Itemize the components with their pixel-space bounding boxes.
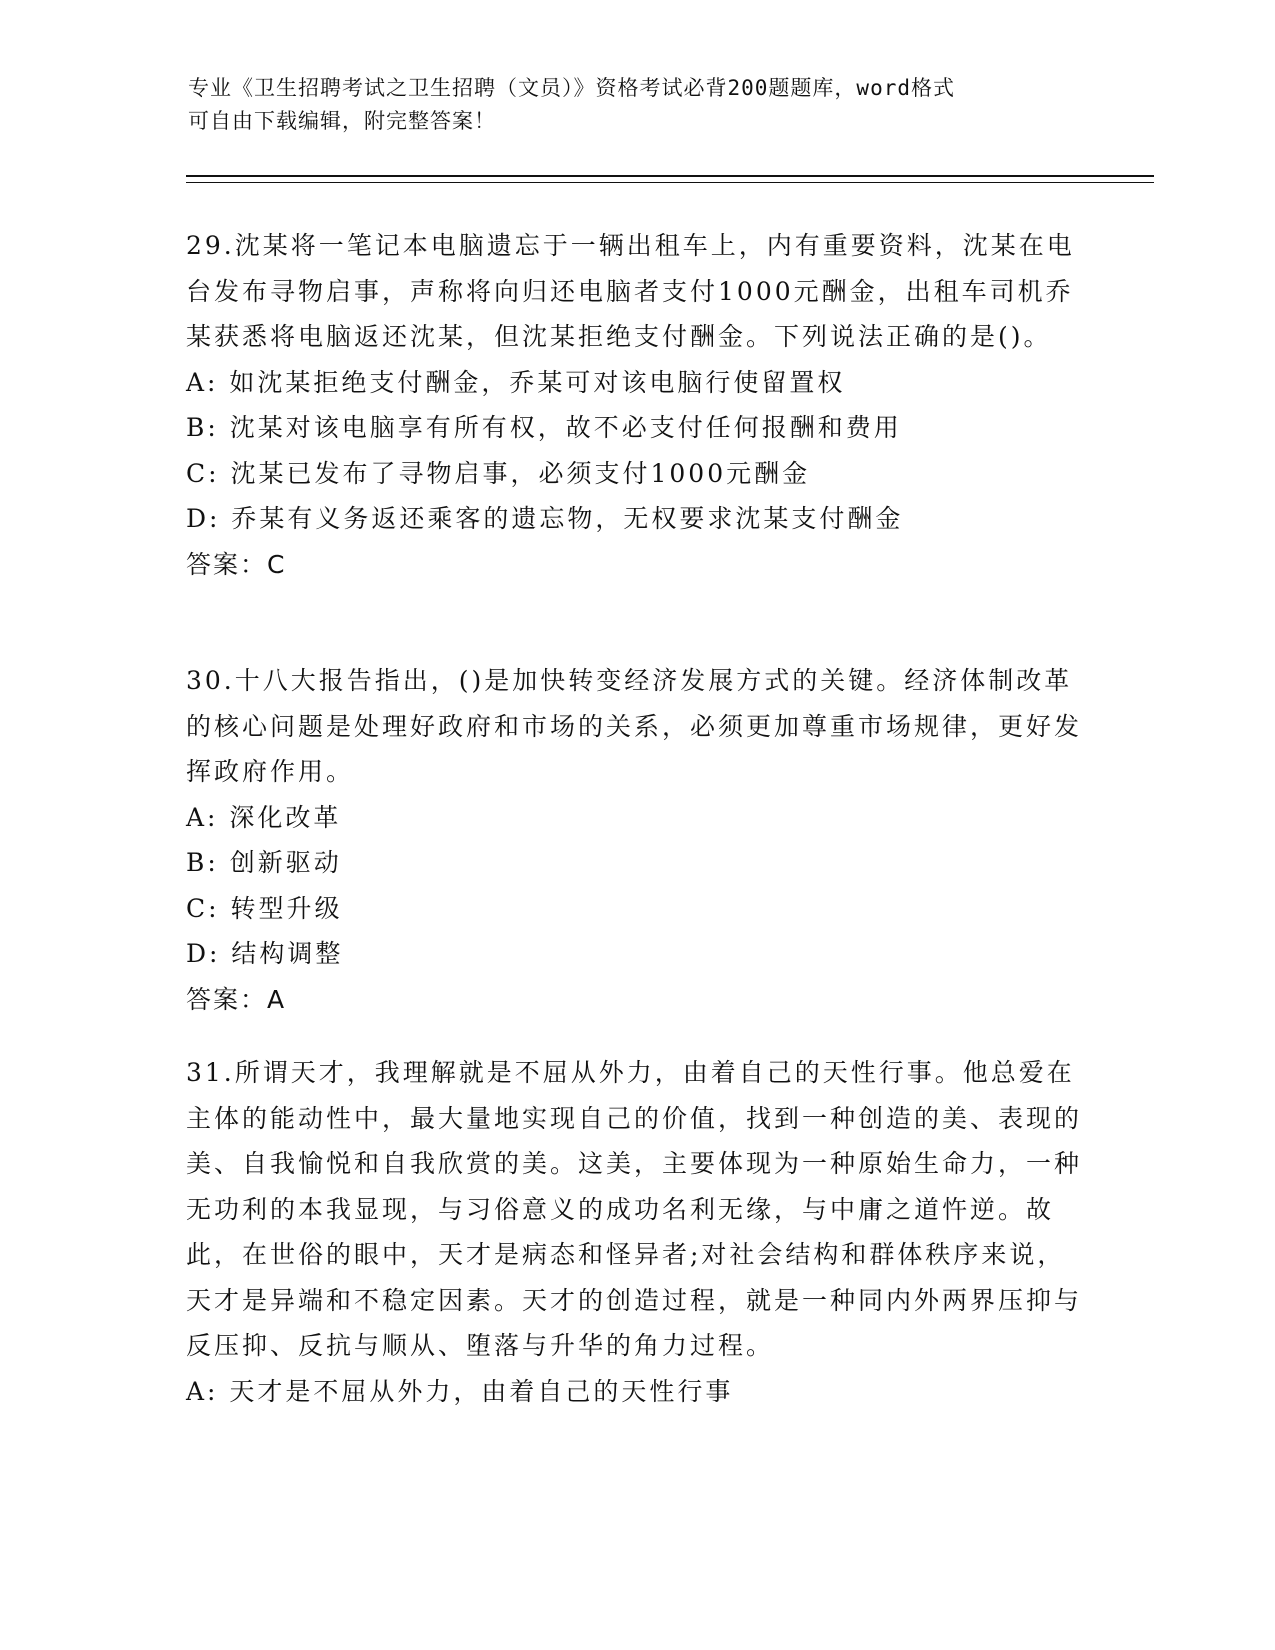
option-b: B: 沈某对该电脑享有所有权，故不必支付任何报酬和费用: [186, 413, 902, 442]
answer-line: 答案：A: [186, 984, 287, 1014]
option-c: C: 转型升级: [186, 893, 343, 923]
option-a: A: 深化改革: [186, 802, 342, 832]
option-list: [186, 360, 1086, 542]
header-line-2: 可自由下载编辑，附完整答案！: [188, 109, 496, 133]
answer-line: 答案：C: [186, 549, 287, 579]
option-a: A: 天才是不屈从外力，由着自己的天性行事: [186, 1376, 734, 1406]
header-line-1: 专业《卫生招聘考试之卫生招聘（文员）》资格考试必背200题题库，word格式: [188, 76, 955, 100]
option-d: D: 乔某有义务返还乘客的遗忘物，无权要求沈某支付酬金: [186, 504, 904, 533]
header-divider: [186, 175, 1154, 183]
option-list: [186, 1369, 1086, 1415]
question-stem: 30.十八大报告指出，()是加快转变经济发展方式的关键。经济体制改革的核心问题是处理好政府和市场的关系，必须更加尊重市场规律，更好发挥政府作用。: [186, 666, 1083, 786]
question-stem: 31.所谓天才，我理解就是不屈从外力，由着自己的天性行事。他总爱在主体的能动性中，最大量地实现自己的价值，找到一种创造的美、表现的美、自我愉悦和自我欣赏的美。这美，主要体现为一种原始生命力，一种无功利的本我显现，与习俗意义的成功名利无缘，与中庸之道忤逆。故此，在世俗的眼中，天才是病态和怪异者;对社会结构和群体秩序来说，天才是异端和不稳定因素。天才的创造过程，就是一种同内外两界压抑与反压抑、反抗与顺从、堕落与升华的角力过程。: [186, 1058, 1083, 1360]
question-29: [186, 223, 1086, 587]
option-b: B: 创新驱动: [186, 848, 342, 877]
question-stem: 29.沈某将一笔记本电脑遗忘于一辆出租车上，内有重要资料，沈某在电台发布寻物启事，声称将向归还电脑者支付1000元酬金，出租车司机乔某获悉将电脑返还沈某，但沈某拒绝支付酬金。下列说法正确的是()。: [186, 231, 1075, 351]
option-list: [186, 795, 1086, 977]
question-31: [186, 1050, 1086, 1414]
document-header: [188, 72, 1068, 138]
option-a: A: 如沈某拒绝支付酬金，乔某可对该电脑行使留置权: [186, 367, 846, 397]
option-c: C: 沈某已发布了寻物启事，必须支付1000元酬金: [186, 458, 811, 488]
option-d: D: 结构调整: [186, 939, 344, 968]
question-30: [186, 658, 1086, 1022]
